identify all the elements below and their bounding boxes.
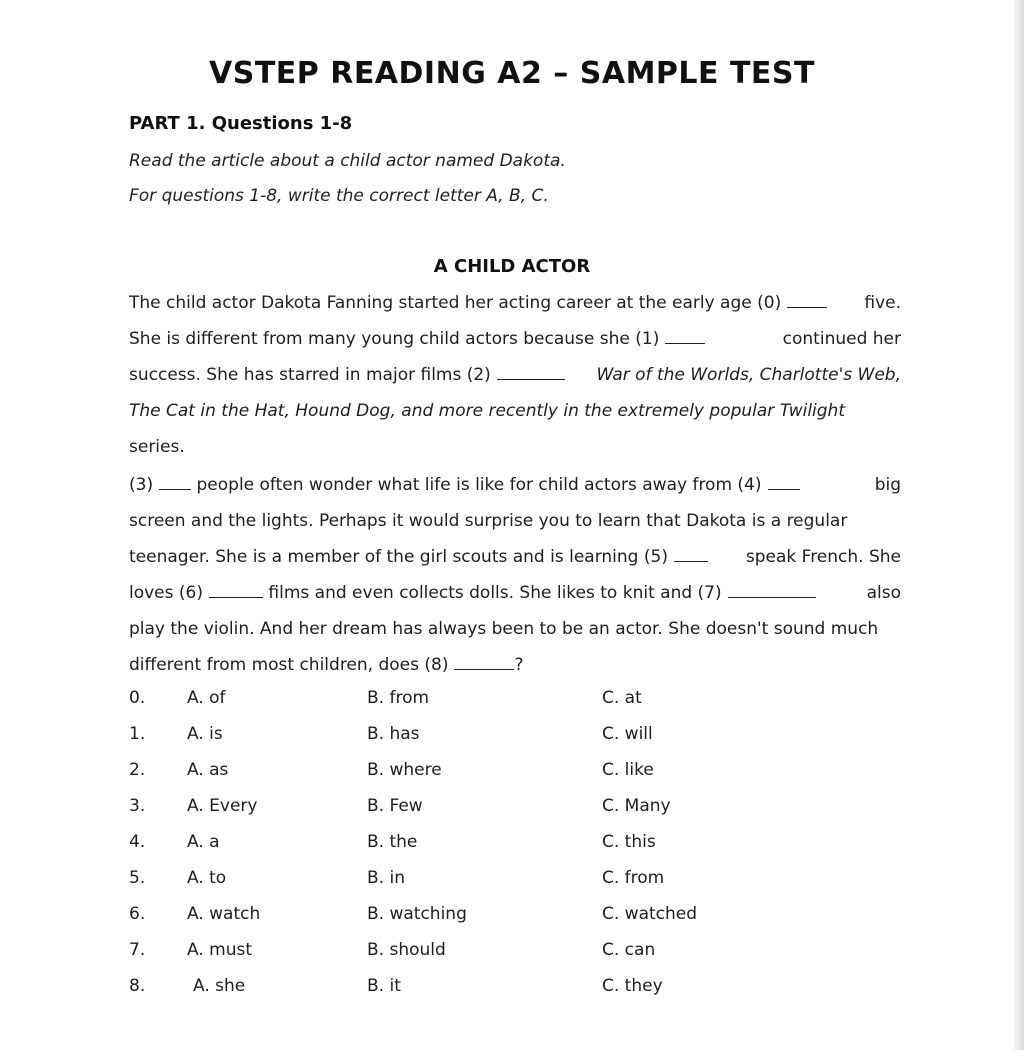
article-text: screen and the lights. Perhaps it would surprise you to learn that Dakota is a regular: [129, 511, 848, 531]
option-c: C. will: [602, 724, 653, 744]
option-a: A. she: [193, 976, 246, 996]
article-text: (3): [129, 475, 154, 495]
answer-blank: [159, 475, 191, 490]
question-row: [129, 868, 729, 892]
article-text: speak French. She: [745, 547, 901, 567]
option-c: C. from: [602, 868, 665, 888]
option-c: C. they: [602, 976, 663, 996]
option-a: A. must: [187, 940, 252, 960]
option-b: B. where: [367, 760, 442, 780]
option-c: C. Many: [602, 796, 671, 816]
option-a: A. watch: [187, 904, 261, 924]
question-row: [129, 976, 729, 1000]
article-line: [129, 328, 901, 350]
article-text: continued her: [782, 329, 901, 349]
article-text: also: [866, 583, 901, 603]
article-text: The child actor Dakota Fanning started her acting career at the early age (0): [129, 293, 782, 313]
article-line: [129, 618, 901, 640]
article-text: play the violin. And her dream has always been to be an actor. She doesn't sound much: [129, 619, 879, 639]
article-text: War of the Worlds, Charlotte's Web,: [596, 365, 901, 385]
question-row: [129, 760, 729, 784]
page-title: VSTEP READING A2 – SAMPLE TEST: [209, 56, 815, 91]
article-line: [129, 400, 901, 422]
question-row: [129, 940, 729, 964]
question-number: 4.: [129, 832, 146, 852]
answer-blank: [454, 655, 514, 670]
article-line: [129, 546, 901, 568]
option-b: B. has: [367, 724, 420, 744]
article-text: different from most children, does (8): [129, 655, 449, 675]
option-b: B. the: [367, 832, 418, 852]
option-a: A. to: [187, 868, 227, 888]
option-c: C. watched: [602, 904, 698, 924]
article-line: [129, 582, 901, 604]
article-line: [129, 364, 901, 386]
question-row: [129, 796, 729, 820]
answer-blank: [497, 365, 565, 380]
article-text: series.: [129, 437, 185, 457]
option-c: C. at: [602, 688, 642, 708]
article-text: teenager. She is a member of the girl scouts and is learning (5): [129, 547, 668, 567]
option-c: C. like: [602, 760, 654, 780]
article-line: [129, 292, 901, 314]
answer-blank: [665, 329, 705, 344]
option-a: A. Every: [187, 796, 258, 816]
option-a: A. is: [187, 724, 223, 744]
option-b: B. watching: [367, 904, 467, 924]
question-row: [129, 688, 729, 712]
answer-blank: [768, 475, 800, 490]
article-text: films and even collects dolls. She likes to knit and (7): [268, 583, 722, 603]
part-heading: PART 1. Questions 1-8: [129, 113, 353, 134]
article-text: She is different from many young child actors because she (1): [129, 329, 660, 349]
option-b: B. should: [367, 940, 446, 960]
article-text: people often wonder what life is like for child actors away from (4): [196, 475, 762, 495]
question-row: [129, 724, 729, 748]
answer-blank: [787, 293, 827, 308]
option-b: B. Few: [367, 796, 423, 816]
answer-blank: [728, 583, 816, 598]
article-text: loves (6): [129, 583, 203, 603]
option-b: B. in: [367, 868, 405, 888]
article-line: [129, 510, 901, 532]
question-number: 5.: [129, 868, 146, 888]
answer-blank: [209, 583, 263, 598]
article-line: [129, 436, 901, 458]
option-b: B. from: [367, 688, 430, 708]
article-title: A CHILD ACTOR: [433, 256, 591, 277]
option-a: A. as: [187, 760, 229, 780]
article-text: five.: [864, 293, 901, 313]
question-number: 2.: [129, 760, 146, 780]
option-b: B. it: [367, 976, 401, 996]
option-a: A. a: [187, 832, 220, 852]
question-row: [129, 832, 729, 856]
article-line: [129, 474, 901, 496]
article-text: big: [874, 475, 901, 495]
question-number: 1.: [129, 724, 146, 744]
question-number: 8.: [129, 976, 146, 996]
article-line: [129, 654, 901, 676]
option-c: C. can: [602, 940, 656, 960]
page-edge: [1014, 0, 1024, 1050]
instruction-1: Read the article about a child actor named Dakota.: [129, 151, 566, 171]
question-row: [129, 904, 729, 928]
option-a: A. of: [187, 688, 226, 708]
article-text: success. She has starred in major films (2): [129, 365, 491, 385]
question-number: 7.: [129, 940, 146, 960]
answer-blank: [674, 547, 708, 562]
article-text: ?: [514, 655, 524, 675]
question-number: 3.: [129, 796, 146, 816]
question-number: 0.: [129, 688, 146, 708]
option-c: C. this: [602, 832, 656, 852]
article-text: The Cat in the Hat, Hound Dog, and more recently in the extremely popular Twilight: [129, 401, 845, 421]
question-number: 6.: [129, 904, 146, 924]
instruction-2: For questions 1-8, write the correct letter A, B, C.: [129, 186, 549, 206]
